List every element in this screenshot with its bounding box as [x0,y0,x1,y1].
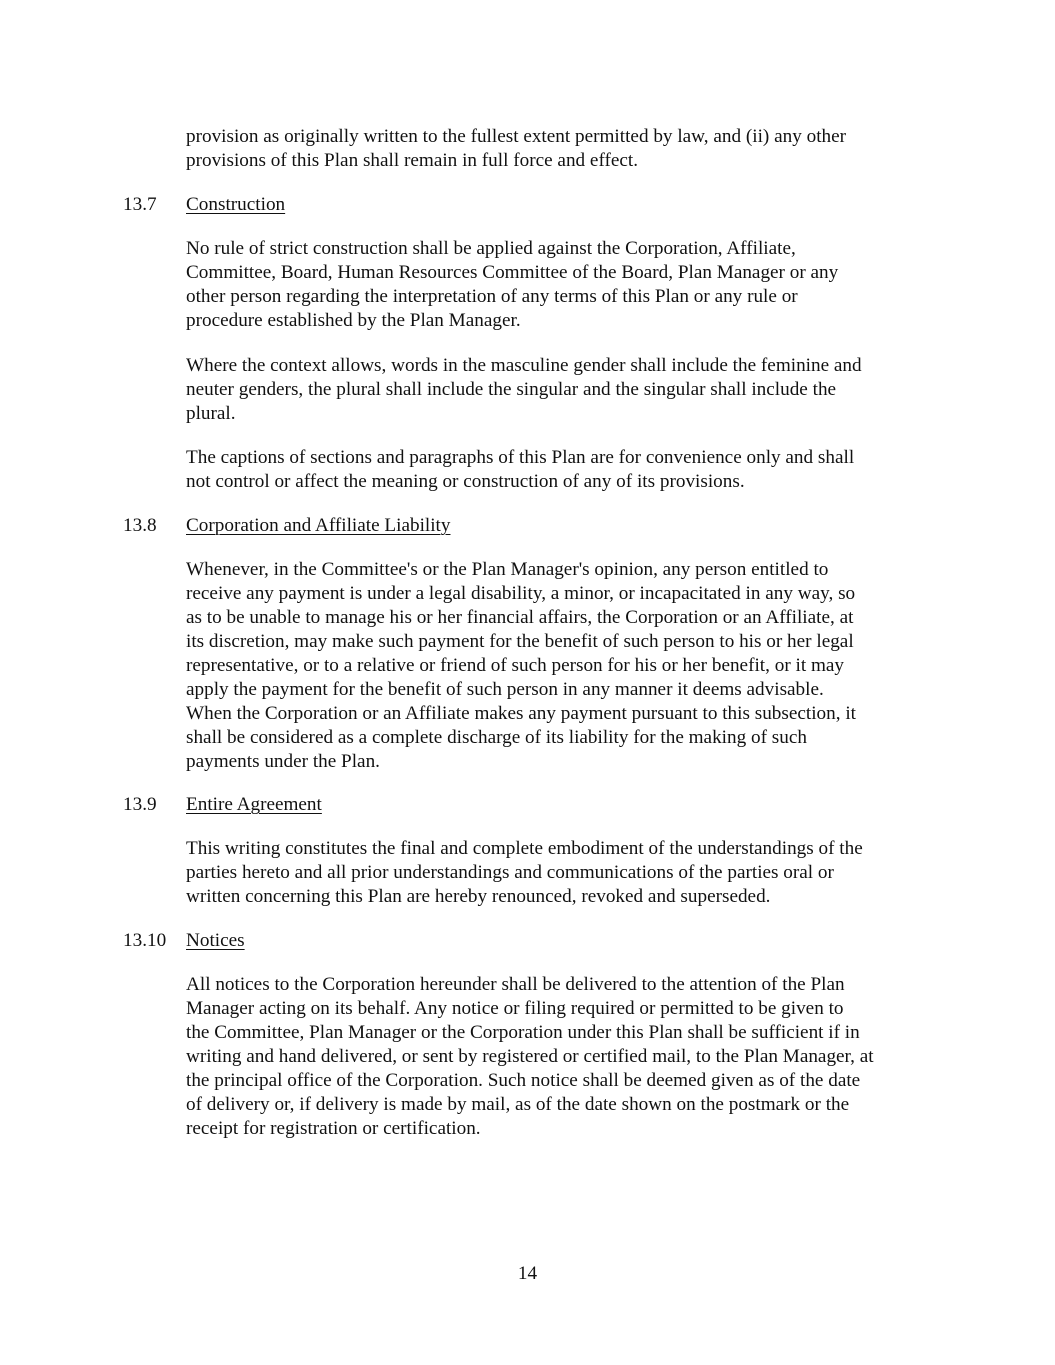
paragraph-line: the Committee, Plan Manager or the Corporation under this Plan shall be sufficient if in [186,1022,860,1043]
paragraph-line: written concerning this Plan are hereby renounced, revoked and superseded. [186,886,771,907]
paragraph-line: receive any payment is under a legal disability, a minor, or incapacitated in any way, so [186,583,856,604]
section-13-9-paragraph-1 [186,837,936,909]
paragraph-line: Committee, Board, Human Resources Committee of the Board, Plan Manager or any [186,262,839,283]
section-13-7-paragraph-3 [186,446,936,494]
paragraph-line: The captions of sections and paragraphs of this Plan are for convenience only and shall [186,447,855,468]
section-number: 13.9 [123,794,157,815]
section-13-10-paragraph-1 [186,973,936,1141]
paragraph-line: provisions of this Plan shall remain in full force and effect. [186,150,639,171]
section-13-7-paragraph-1 [186,237,936,333]
section-13-8-paragraph-1 [186,558,936,774]
paragraph-line: parties hereto and all prior understandings and communications of the parties oral or [186,862,834,883]
paragraph-line: representative, or to a relative or friend of such person for his or her benefit, or it may [186,655,844,676]
paragraph-line: the principal office of the Corporation. Such notice shall be deemed given as of the date [186,1070,861,1091]
paragraph-line: its discretion, may make such payment for the benefit of such person to his or her legal [186,631,854,652]
section-number: 13.7 [123,194,157,215]
paragraph-line: provision as originally written to the fullest extent permitted by law, and (ii) any other [186,126,847,147]
paragraph-line: other person regarding the interpretation of any terms of this Plan or any rule or [186,286,798,307]
section-title: Construction [186,194,286,215]
intro-paragraph [186,125,936,173]
page-number: 14 [517,1263,538,1284]
paragraph-line: Whenever, in the Committee's or the Plan Manager's opinion, any person entitled to [186,559,829,580]
paragraph-line: not control or affect the meaning or construction of any of its provisions. [186,471,745,492]
paragraph-line: neuter genders, the plural shall include the singular and the singular shall include the [186,379,837,400]
paragraph-line: No rule of strict construction shall be applied against the Corporation, Affiliate, [186,238,796,259]
paragraph-line: receipt for registration or certification. [186,1118,481,1139]
paragraph-line: Manager acting on its behalf. Any notice or filing required or permitted to be given to [186,998,844,1019]
section-title: Entire Agreement [186,794,322,815]
section-13-7-paragraph-2 [186,354,936,426]
section-number: 13.10 [123,930,167,951]
section-title: Corporation and Affiliate Liability [186,515,451,536]
paragraph-line: All notices to the Corporation hereunder shall be delivered to the attention of the Plan [186,974,845,995]
paragraph-line: This writing constitutes the final and complete embodiment of the understandings of the [186,838,863,859]
paragraph-line: of delivery or, if delivery is made by mail, as of the date shown on the postmark or the [186,1094,850,1115]
paragraph-line: When the Corporation or an Affiliate makes any payment pursuant to this subsection, it [186,703,856,724]
paragraph-line: plural. [186,403,236,424]
paragraph-line: as to be unable to manage his or her financial affairs, the Corporation or an Affiliate, at [186,607,854,628]
paragraph-line: shall be considered as a complete discharge of its liability for the making of such [186,727,807,748]
section-number: 13.8 [123,515,157,536]
paragraph-line: Where the context allows, words in the masculine gender shall include the feminine and [186,355,862,376]
section-title: Notices [186,930,245,951]
paragraph-line: payments under the Plan. [186,751,380,772]
paragraph-line: writing and hand delivered, or sent by registered or certified mail, to the Plan Manager, at [186,1046,874,1067]
paragraph-line: procedure established by the Plan Manager. [186,310,521,331]
paragraph-line: apply the payment for the benefit of such person in any manner it deems advisable. [186,679,824,700]
